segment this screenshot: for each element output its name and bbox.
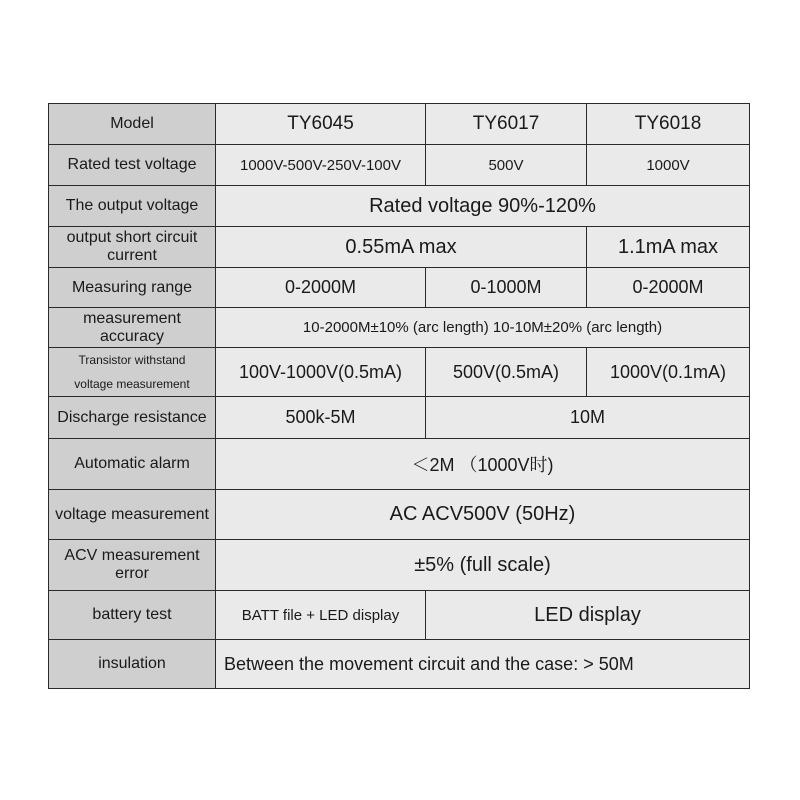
acv-error-label: ACV measurement error <box>49 540 216 591</box>
transistor-ty6017: 500V(0.5mA) <box>426 348 587 397</box>
model-ty6045: TY6045 <box>216 104 426 145</box>
alarm-label: Automatic alarm <box>49 439 216 490</box>
battery-ty6017-ty6018: LED display <box>426 591 750 640</box>
table-row-alarm <box>49 439 750 490</box>
table-row-rated-test-voltage <box>49 145 750 186</box>
short-circuit-ty6018: 1.1mA max <box>587 227 750 268</box>
table-row-discharge <box>49 397 750 439</box>
rated-test-voltage-ty6018: 1000V <box>587 145 750 186</box>
discharge-label: Discharge resistance <box>49 397 216 439</box>
measuring-range-ty6045: 0-2000M <box>216 268 426 308</box>
voltage-measurement-label: voltage measurement <box>49 490 216 540</box>
insulation-label: insulation <box>49 640 216 689</box>
discharge-ty6045: 500k-5M <box>216 397 426 439</box>
short-circuit-label: output short circuit current <box>49 227 216 268</box>
transistor-ty6018: 1000V(0.1mA) <box>587 348 750 397</box>
short-circuit-ty6045-ty6017: 0.55mA max <box>216 227 587 268</box>
alarm-value: ＜2M （1000V时) <box>216 439 750 490</box>
model-ty6017: TY6017 <box>426 104 587 145</box>
table-row-insulation <box>49 640 750 689</box>
battery-ty6045: BATT file + LED display <box>216 591 426 640</box>
measuring-range-ty6017: 0-1000M <box>426 268 587 308</box>
table-row-model <box>49 104 750 145</box>
rated-test-voltage-label: Rated test voltage <box>49 145 216 186</box>
table-row-transistor <box>49 348 750 397</box>
transistor-label-line1: Transistor withstand <box>78 353 186 367</box>
table-row-short-circuit <box>49 227 750 268</box>
table-row-battery <box>49 591 750 640</box>
model-ty6018: TY6018 <box>587 104 750 145</box>
output-voltage-label: The output voltage <box>49 186 216 227</box>
accuracy-value: 10-2000M±10% (arc length) 10-10M±20% (arc length) <box>216 308 750 348</box>
accuracy-label: measurement accuracy <box>49 308 216 348</box>
table-row-acv-error <box>49 540 750 591</box>
output-voltage-value: Rated voltage 90%-120% <box>216 186 750 227</box>
spec-table <box>48 103 750 689</box>
table-row-voltage-measurement <box>49 490 750 540</box>
rated-test-voltage-ty6017: 500V <box>426 145 587 186</box>
measuring-range-label: Measuring range <box>49 268 216 308</box>
transistor-label <box>49 348 216 397</box>
battery-label: battery test <box>49 591 216 640</box>
model-label: Model <box>49 104 216 145</box>
measuring-range-ty6018: 0-2000M <box>587 268 750 308</box>
insulation-value: Between the movement circuit and the case: > 50M <box>216 640 750 689</box>
voltage-measurement-value: AC ACV500V (50Hz) <box>216 490 750 540</box>
table-row-accuracy <box>49 308 750 348</box>
table-row-measuring-range <box>49 268 750 308</box>
transistor-label-line2: voltage measurement <box>74 377 190 391</box>
transistor-ty6045: 100V-1000V(0.5mA) <box>216 348 426 397</box>
rated-test-voltage-ty6045: 1000V-500V-250V-100V <box>216 145 426 186</box>
table-row-output-voltage <box>49 186 750 227</box>
acv-error-value: ±5% (full scale) <box>216 540 750 591</box>
discharge-ty6017-ty6018: 10M <box>426 397 750 439</box>
